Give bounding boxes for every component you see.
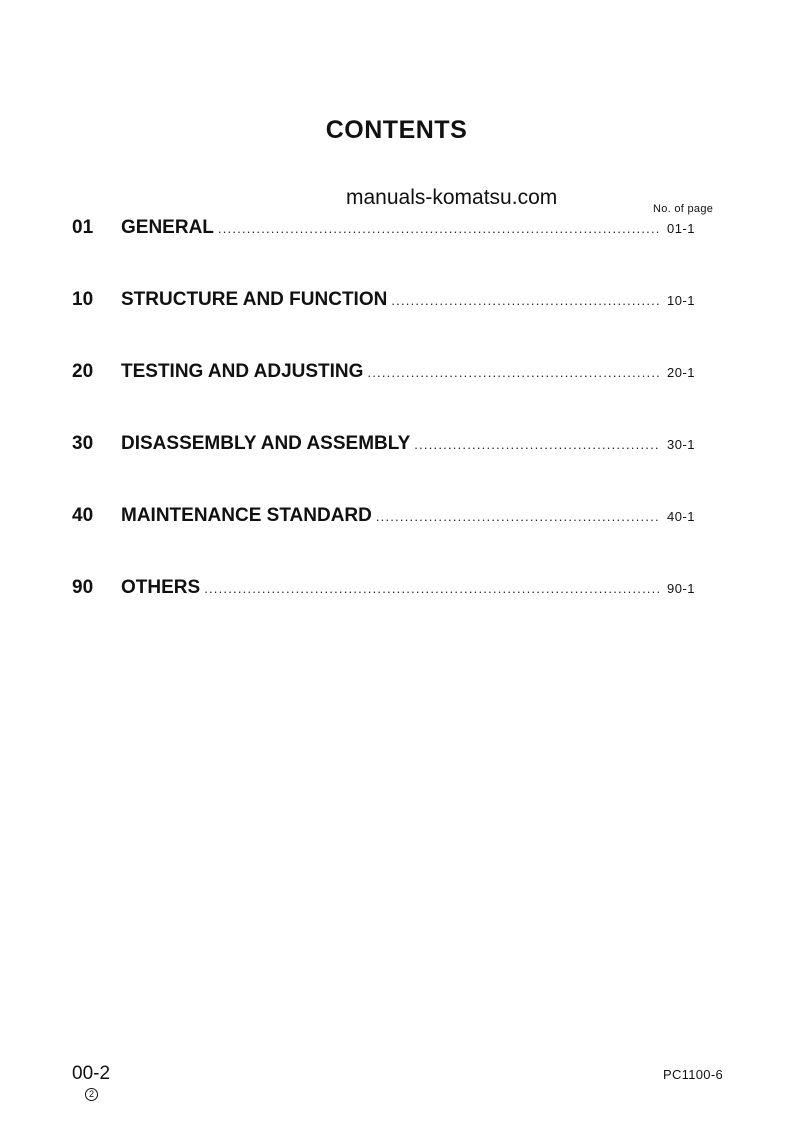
toc-entry-title: DISASSEMBLY AND ASSEMBLY — [121, 433, 411, 454]
toc-entry-page: 20-1 — [667, 365, 696, 380]
toc-entry-page: 90-1 — [667, 581, 696, 596]
dot-leader — [218, 221, 661, 236]
toc-entry-title: STRUCTURE AND FUNCTION — [121, 289, 388, 310]
toc-entry-title: GENERAL — [121, 217, 214, 238]
toc-entry-number: 90 — [72, 577, 94, 598]
footer-model: PC1100-6 — [663, 1067, 723, 1082]
toc-entry-title: OTHERS — [121, 577, 201, 598]
toc-entry-general[interactable] — [72, 217, 702, 289]
toc-entry-number: 30 — [72, 433, 94, 454]
toc-entry-number: 10 — [72, 289, 94, 310]
revision-mark: 2 — [85, 1088, 98, 1101]
toc-entry-title: MAINTENANCE STANDARD — [121, 505, 372, 526]
dot-leader — [376, 509, 661, 524]
toc-entry-title: TESTING AND ADJUSTING — [121, 361, 364, 382]
toc-entry-structure-and-function[interactable] — [72, 289, 702, 361]
dot-leader — [414, 437, 661, 452]
toc-entry-disassembly-and-assembly[interactable] — [72, 433, 702, 505]
toc-entry-number: 20 — [72, 361, 94, 382]
toc-entry-page: 01-1 — [667, 221, 696, 236]
toc-entry-testing-and-adjusting[interactable] — [72, 361, 702, 433]
toc-entry-others[interactable] — [72, 577, 702, 649]
page-column-header: No. of page — [653, 203, 714, 215]
toc-entry-page: 10-1 — [667, 293, 696, 308]
page-title: CONTENTS — [325, 116, 468, 144]
toc-entry-page: 30-1 — [667, 437, 696, 452]
toc-entry-number: 40 — [72, 505, 94, 526]
dot-leader — [367, 365, 661, 380]
toc-entry-maintenance-standard[interactable] — [72, 505, 702, 577]
toc-entry-number: 01 — [72, 217, 94, 238]
table-of-contents — [72, 217, 702, 649]
toc-entry-page: 40-1 — [667, 509, 696, 524]
watermark-text: manuals-komatsu.com — [346, 186, 558, 209]
dot-leader — [391, 293, 661, 308]
dot-leader — [204, 581, 661, 596]
footer-page-number: 00-2 — [72, 1063, 111, 1084]
